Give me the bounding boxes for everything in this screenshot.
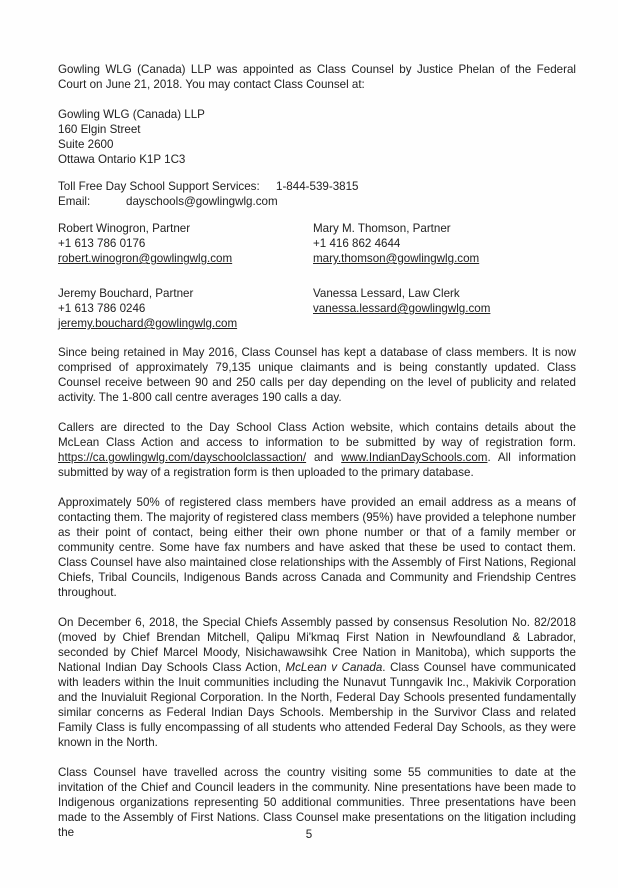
- contact-phone: +1 613 786 0246: [58, 302, 146, 315]
- contact-email-link[interactable]: vanessa.lessard@gowlingwlg.com: [313, 302, 491, 315]
- tollfree-number: 1-844-539-3815: [276, 180, 359, 193]
- body-paragraph-database: [58, 345, 576, 405]
- contact-name: Robert Winogron, Partner: [58, 222, 191, 235]
- text-line: On December 6, 2018, the Special Chiefs Assembly passed by consensus Resolution No. 82/2018 (moved by Chief Brendan Mitchell, Qalipu Mi'kmaq First Nation in Newfoundland & Labrador, seconded by Chief Marcel Moody, Nisichawawsihk Cree Nation in Manitoba), which supports the National Indian Day Schools Class Action,: [58, 616, 576, 674]
- text-line: . Class Counsel have communicated with leaders within the Inuit communities including the Nunavut Tunngavik Inc., Makivik Corporation and the Inuvialuit Regional Corporation. In the North, Federal Day Schools presented fundamentally similar concerns as Federal Indian Days Schools. Membership in the Survivor Class and related Family Class is fully encompassing of all students who attended Federal Day Schools, as they were known in the North.: [58, 661, 576, 749]
- support-email-address: dayschools@gowlingwlg.com: [126, 195, 278, 208]
- contact-phone: +1 613 786 0176: [58, 237, 146, 250]
- address-line: 160 Elgin Street: [58, 123, 141, 136]
- body-paragraph-resolution: [58, 615, 576, 750]
- contact-name: Mary M. Thomson, Partner: [313, 222, 451, 235]
- contact-card-robert-winogron: [58, 221, 313, 266]
- address-line: Ottawa Ontario K1P 1C3: [58, 153, 186, 166]
- support-contact-block: [58, 179, 576, 209]
- case-name-italic: McLean v Canada: [285, 661, 383, 674]
- text-line: and: [306, 451, 342, 464]
- intro-paragraph: Gowling WLG (Canada) LLP was appointed as Class Counsel by Justice Phelan of the Federal Court on June 21, 2018. You may contact Class Counsel at:: [58, 63, 576, 91]
- page-number: 5: [305, 828, 313, 841]
- support-email-label: Email:: [58, 195, 91, 208]
- firm-name: Gowling WLG (Canada) LLP: [58, 108, 205, 121]
- tollfree-label: Toll Free Day School Support Services:: [58, 180, 260, 193]
- support-email-row: [58, 194, 576, 209]
- contact-card-jeremy-bouchard: [58, 286, 313, 331]
- text-line: Since being retained in May 2016, Class Counsel has kept a database of class members. It is now comprised of approximately 79,135 unique claimants and is being constantly updated. Class Counsel receive between 90 and 250 calls per day depending on the level of publicity and related activity. The 1-800 call centre averages 190 calls a day.: [58, 346, 576, 404]
- indiandayschools-url-link[interactable]: www.IndianDaySchools.com: [341, 451, 488, 464]
- address-line: Suite 2600: [58, 138, 114, 151]
- text-line: Approximately 50% of registered class members have provided an email address as a means of contacting them. The majority of registered class members (95%) have provided a telephone number as their point of contact, being either their own phone number or that of a family member or community centre. Some have fax numbers and have asked that these be used to contact them. Class Counsel have also maintained close relationships with the Assembly of First Nations, Regional Chiefs, Tribal Councils, Indigenous Bands across Canada and Community and Friendship Centres throughout.: [58, 496, 576, 599]
- text-line: Class Counsel have travelled across the country visiting some 55 communities to date at the invitation of the Chief and Council leaders in the community. Nine presentations have been made to Indigenous organizations representing 50 additional communities. Three presentations have been made to the Assembly of First Nations. Class Counsel make presentations on the litigation including the: [58, 766, 576, 839]
- contact-card-mary-thomson: [313, 221, 576, 266]
- body-paragraph-contact-methods: [58, 495, 576, 600]
- contact-email-link[interactable]: mary.thomson@gowlingwlg.com: [313, 252, 480, 265]
- text-line: . All information submitted by way of a registration form is then uploaded to the primary database.: [58, 451, 576, 479]
- body-paragraph-website: [58, 420, 576, 480]
- dayschool-classaction-url-link[interactable]: https://ca.gowlingwlg.com/dayschoolclassaction/: [58, 451, 307, 464]
- text-line: Callers are directed to the Day School Class Action website, which contains details about the McLean Class Action and access to information to be submitted by way of registration form.: [58, 421, 576, 449]
- contacts-grid: [58, 221, 576, 331]
- contact-phone: +1 416 862 4644: [313, 237, 401, 250]
- tollfree-row: [58, 179, 576, 194]
- contact-card-vanessa-lessard: [313, 286, 576, 331]
- contact-email-link[interactable]: robert.winogron@gowlingwlg.com: [58, 252, 233, 265]
- contact-email-link[interactable]: jeremy.bouchard@gowlingwlg.com: [58, 317, 238, 330]
- firm-address-block: [58, 107, 576, 167]
- contact-name: Vanessa Lessard, Law Clerk: [313, 287, 460, 300]
- contact-name: Jeremy Bouchard, Partner: [58, 287, 194, 300]
